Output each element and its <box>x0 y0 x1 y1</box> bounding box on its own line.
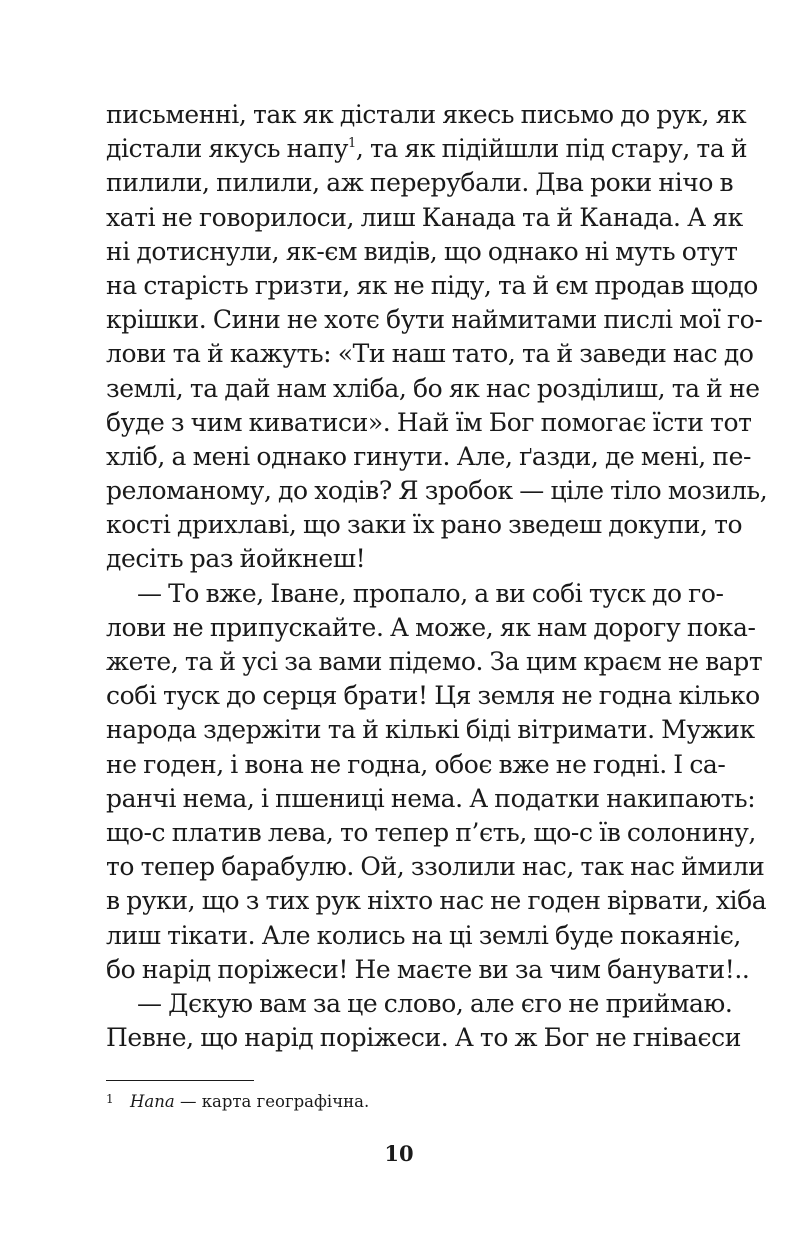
dialogue-line: — Дєкую вам за це слово, але єго не приймаю. <box>137 988 733 1018</box>
text-line: в руки, що з тих рук ніхто нас не годен вірвати, хіба <box>106 886 767 916</box>
body-text <box>106 98 768 1055</box>
text-line: буде з чим киватиси». Най їм Бог помогає їсти тот <box>106 407 752 437</box>
footnote-definition: — карта географічна. <box>174 1092 370 1111</box>
footnote-term: Напа <box>130 1092 175 1111</box>
text-line: Певне, що нарід поріжеси. А то ж Бог не гніваєси <box>106 1023 741 1053</box>
text-line: лиш тікати. Але колись на ці землі буде покаяніє, <box>106 920 741 950</box>
footnote-divider <box>106 1080 254 1081</box>
text-line: бо нарід поріжеси! Не маєте ви за чим банувати!.. <box>106 954 750 984</box>
text-line: десіть раз йойкнеш! <box>106 544 366 574</box>
dialogue-line: — То вже, Іване, пропало, а ви собі туск до го- <box>137 578 724 608</box>
text-line: не годен, і вона не годна, обоє вже не годні. І са- <box>106 749 726 779</box>
text-line: хаті не говорилоси, лиш Канада та й Канада. А як <box>106 202 743 232</box>
text-fragment: дістали якусь напу <box>106 134 349 164</box>
text-line: пилили, пилили, аж перерубали. Два роки нічо в <box>106 168 734 198</box>
text-fragment: , та як підійшли під стару, та й <box>355 134 748 164</box>
footnote <box>106 1088 369 1113</box>
text-line: собі туск до серця брати! Ця земля не годна кілько <box>106 681 760 711</box>
text-line: то тепер барабулю. Ой, ззолили нас, так нас ймили <box>106 852 765 882</box>
page-number: 10 <box>384 1141 414 1166</box>
text-line: письменні, так як дістали якесь письмо до рук, як <box>106 100 747 129</box>
footnote-reference[interactable]: 1 <box>348 136 356 152</box>
text-line: жете, та й усі за вами підемо. За цим краєм не варт <box>106 647 763 676</box>
text-line: землі, та дай нам хліба, бо як нас розділиш, та й не <box>106 373 760 403</box>
text-line: народа здержіти та й кількі біді вітримати. Мужик <box>106 715 755 745</box>
text-line: ранчі нема, і пшениці нема. А податки накипають: <box>106 783 756 813</box>
text-line: лови та й кажуть: «Ти наш тато, та й заведи нас до <box>106 339 754 369</box>
text-line: крішки. Сини не хотє бути наймитами пислі мої го- <box>106 305 763 335</box>
text-line: що-с платив лева, то тепер п’єть, що-с їв солонину, <box>106 817 756 847</box>
text-line: лови не припускайте. А може, як нам дорогу пока- <box>106 612 756 642</box>
text-line: ні дотиснули, як-єм видів, що однако ні муть отут <box>106 236 738 266</box>
text-line: реломаному, до ходів? Я зробок — ціле тіло мозиль, <box>106 476 768 506</box>
text-line: кості дрихлаві, що заки їх рано зведеш докупи, то <box>106 510 743 540</box>
footnote-number: 1 <box>106 1092 114 1106</box>
text-line: на старість гризти, як не піду, та й єм продав щодо <box>106 270 758 300</box>
text-line-with-footnote <box>106 132 748 166</box>
text-line: хліб, а мені однако гинути. Але, ґазди, де мені, пе- <box>106 441 752 471</box>
